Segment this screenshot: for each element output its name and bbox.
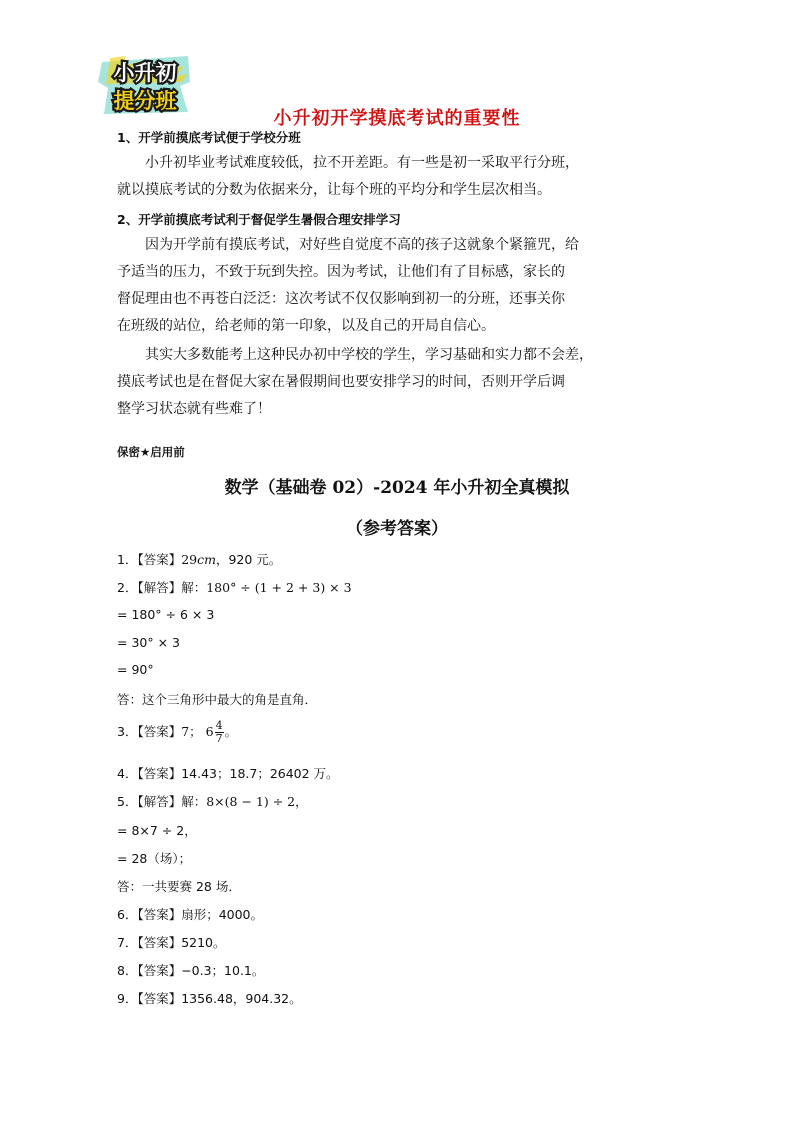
answer-3 xyxy=(117,720,237,745)
math-expression: 180° ÷ (1 + 2 + 3) × 3 xyxy=(206,580,352,595)
paragraph-line: 摸底考试也是在督促大家在暑假期间也要安排学习的时间，否则开学后调 xyxy=(117,374,565,390)
answer-value: 29 xyxy=(181,552,198,567)
fraction xyxy=(215,720,224,745)
paragraph-line: 整学习状态就有些难了！ xyxy=(117,401,271,417)
answer-value: 7； xyxy=(181,724,202,739)
paragraph-line: 在班级的站位，给老师的第一印象，以及自己的开局自信心。 xyxy=(117,318,495,334)
document-subtitle: （参考答案） xyxy=(346,519,448,539)
section-heading-1: 1、开学前摸底考试便于学校分班 xyxy=(117,130,301,145)
paragraph-line: 督促理由也不再苍白泛泛：这次考试不仅仅影响到初一的分班，还事关你 xyxy=(117,291,565,307)
unit: cm xyxy=(197,552,216,567)
section-2-paragraph-2 xyxy=(117,342,687,423)
svg-text:提分班: 提分班 xyxy=(113,89,177,113)
section-heading-2: 2、开学前摸底考试利于督促学生暑假合理安排学习 xyxy=(117,212,401,227)
math-step: = 90° xyxy=(117,662,154,677)
math-expression: 8×(8 − 1) ÷ 2， xyxy=(206,794,308,809)
numerator: 4 xyxy=(215,719,223,732)
math-step: = 8×7 ÷ 2， xyxy=(117,823,197,838)
answer-8: 8．【答案】−0.3；10.1。 xyxy=(117,963,265,978)
answer-9: 9．【答案】1356.48，904.32。 xyxy=(117,991,302,1006)
answer-1 xyxy=(117,550,281,568)
answer-5 xyxy=(117,792,308,810)
section-2-paragraph-1 xyxy=(117,232,687,340)
confidential-label: 保密★启用前 xyxy=(117,445,185,459)
answer-2 xyxy=(117,578,352,596)
document-title: 数学（基础卷 02）-2024 年小升初全真模拟 xyxy=(224,478,570,498)
mixed-number-whole: 6 xyxy=(205,724,214,739)
math-step: = 30° × 3 xyxy=(117,635,180,650)
answer-reply: 答：这个三角形中最大的角是直角． xyxy=(117,692,318,707)
svg-text:小升初: 小升初 xyxy=(113,61,177,85)
math-step: = 180° ÷ 6 × 3 xyxy=(117,607,215,622)
paragraph-line: 予适当的压力，不致于玩到失控。因为考试，让他们有了目标感，家长的 xyxy=(117,264,565,280)
answer-value: ，920 元。 xyxy=(215,552,282,567)
paragraph-line: 就以摸底考试的分数为依据来分，让每个班的平均分和学生层次相当。 xyxy=(117,182,551,198)
answer-prefix: 3．【答案】 xyxy=(117,724,182,739)
answer-prefix: 2．【解答】解： xyxy=(117,580,207,595)
promo-title: 小升初开学摸底考试的重要性 xyxy=(273,108,521,129)
answer-prefix: 5．【解答】解： xyxy=(117,794,207,809)
paragraph-line: 小升初毕业考试难度较低，拉不开差距。有一些是初一采取平行分班， xyxy=(145,155,579,171)
answer-reply: 答：一共要赛 28 场． xyxy=(117,879,241,894)
section-1-paragraph-1 xyxy=(117,150,687,204)
math-step: = 28（场）； xyxy=(117,851,192,866)
answer-7: 7．【答案】5210。 xyxy=(117,935,226,950)
paragraph-line: 因为开学前有摸底考试，对好些自觉度不高的孩子这就象个紧箍咒，给 xyxy=(145,237,579,253)
answer-6: 6．【答案】扇形；4000。 xyxy=(117,907,264,922)
answer-4: 4．【答案】14.43；18.7；26402 万。 xyxy=(117,766,339,781)
denominator: 7 xyxy=(215,732,223,745)
paragraph-line: 其实大多数能考上这种民办初中学校的学生，学习基础和实力都不会差， xyxy=(145,347,593,363)
answer-tail: 。 xyxy=(224,724,238,739)
answer-prefix: 1．【答案】 xyxy=(117,552,182,567)
